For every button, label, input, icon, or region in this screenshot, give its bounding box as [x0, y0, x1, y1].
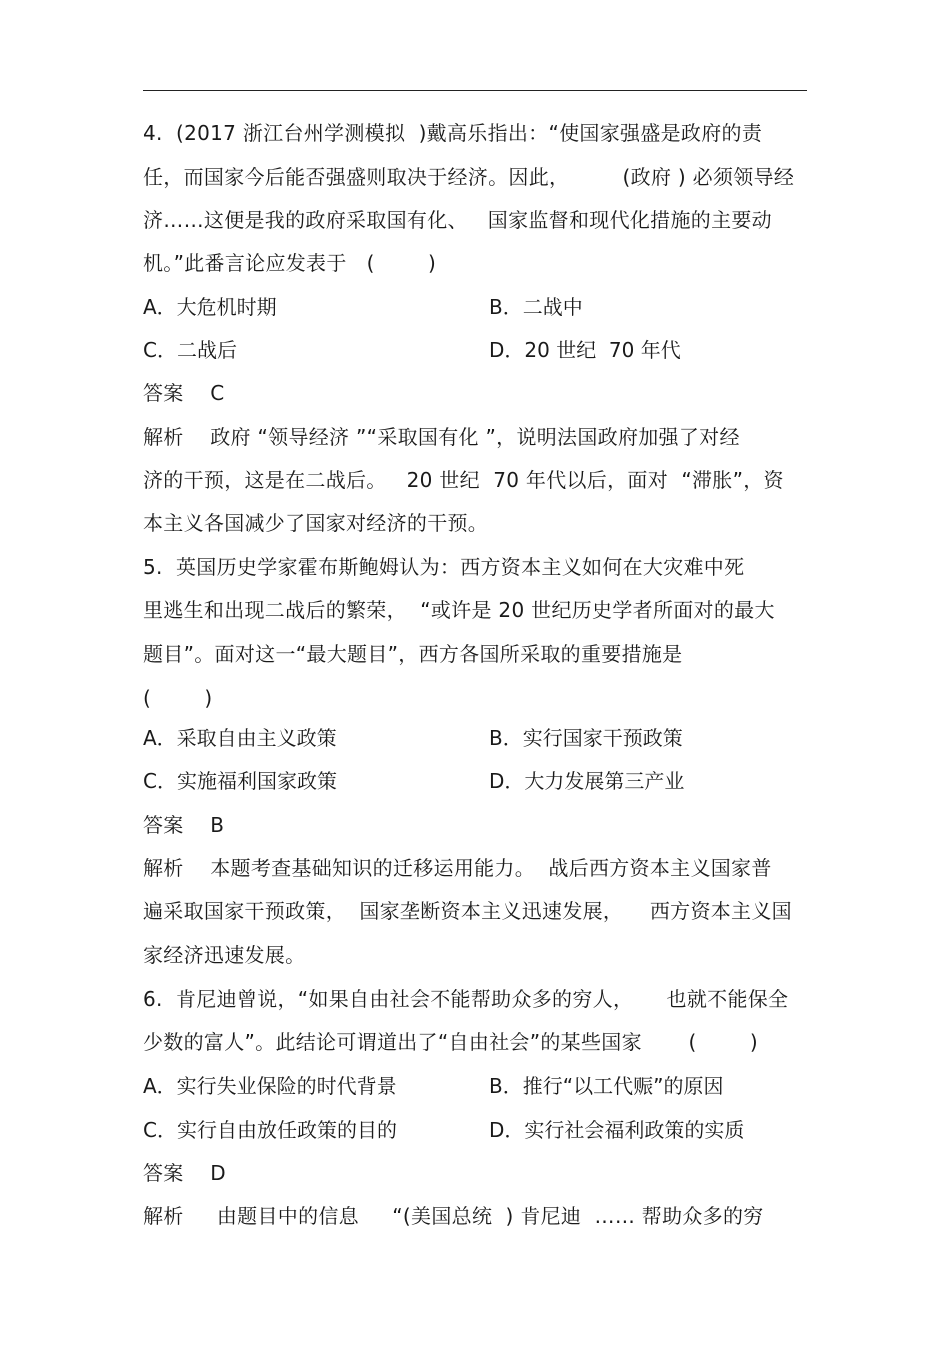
question-4-option-b: B．二战中 — [489, 295, 583, 319]
question-5-stem-line-1: 5. 英国历史学家霍布斯鲍姆认为：西方资本主义如何在大灾难中死 — [143, 555, 745, 579]
question-5-stem-line-2: 里逃生和出现二战后的繁荣， “或许是 20 世纪历史学者所面对的最大 — [143, 598, 775, 622]
question-4-option-d: D．20 世纪 70 年代 — [489, 338, 681, 362]
question-6-option-d: D．实行社会福利政策的实质 — [489, 1118, 745, 1142]
question-6-option-a: A．实行失业保险的时代背景 — [143, 1074, 397, 1098]
question-4-stem-line-3: 济……这便是我的政府采取国有化、 国家监督和现代化措施的主要动 — [143, 208, 772, 232]
question-5-analysis-line-2: 遍采取国家干预政策， 国家垄断资本主义迅速发展， 西方资本主义国 — [143, 899, 792, 923]
question-5-analysis-line-3: 家经济迅速发展。 — [143, 943, 306, 967]
question-6-stem-line-2: 少数的富人”。此结论可谓道出了“自由社会”的某些国家 ( ) — [143, 1030, 758, 1054]
question-5-option-a: A．采取自由主义政策 — [143, 726, 337, 750]
question-6-analysis-line-1: 解析 由题目中的信息 “(美国总统 ) 肯尼迪 …… 帮助众多的穷 — [143, 1204, 764, 1228]
question-4-analysis-line-3: 本主义各国减少了国家对经济的干预。 — [143, 511, 489, 535]
question-5-stem-line-4: ( ) — [143, 686, 213, 710]
header-rule — [143, 90, 807, 91]
question-5-analysis-line-1: 解析 本题考查基础知识的迁移运用能力。 战后西方资本主义国家普 — [143, 856, 772, 880]
question-4-analysis-line-1: 解析 政府 “领导经济 ”“采取国有化 ”，说明法国政府加强了对经 — [143, 425, 740, 449]
question-5-stem-line-3: 题目”。面对这一“最大题目”，西方各国所采取的重要措施是 — [143, 642, 683, 666]
question-4-option-c: C．二战后 — [143, 338, 237, 362]
question-4-stem-line-1: 4. (2017 浙江台州学测模拟 )戴高乐指出：“使国家强盛是政府的责 — [143, 121, 763, 145]
question-4-stem-line-2: 任，而国家今后能否强盛则取决于经济。因此， (政府 ) 必须领导经 — [143, 165, 795, 189]
question-5-option-b: B．实行国家干预政策 — [489, 726, 683, 750]
question-5-option-c: C．实施福利国家政策 — [143, 769, 337, 793]
question-6-answer: 答案 D — [143, 1161, 226, 1185]
question-4-analysis-line-2: 济的干预，这是在二战后。 20 世纪 70 年代以后，面对 “滞胀”，资 — [143, 468, 784, 492]
question-6-option-c: C．实行自由放任政策的目的 — [143, 1118, 397, 1142]
question-4-option-a: A．大危机时期 — [143, 295, 277, 319]
question-5-option-d: D．大力发展第三产业 — [489, 769, 685, 793]
question-6-option-b: B．推行“以工代赈”的原因 — [489, 1074, 724, 1098]
question-4-stem-line-4: 机。”此番言论应发表于 ( ) — [143, 251, 437, 275]
question-4-answer: 答案 C — [143, 381, 225, 405]
question-5-answer: 答案 B — [143, 813, 225, 837]
question-6-stem-line-1: 6. 肯尼迪曾说，“如果自由社会不能帮助众多的穷人， 也就不能保全 — [143, 987, 789, 1011]
